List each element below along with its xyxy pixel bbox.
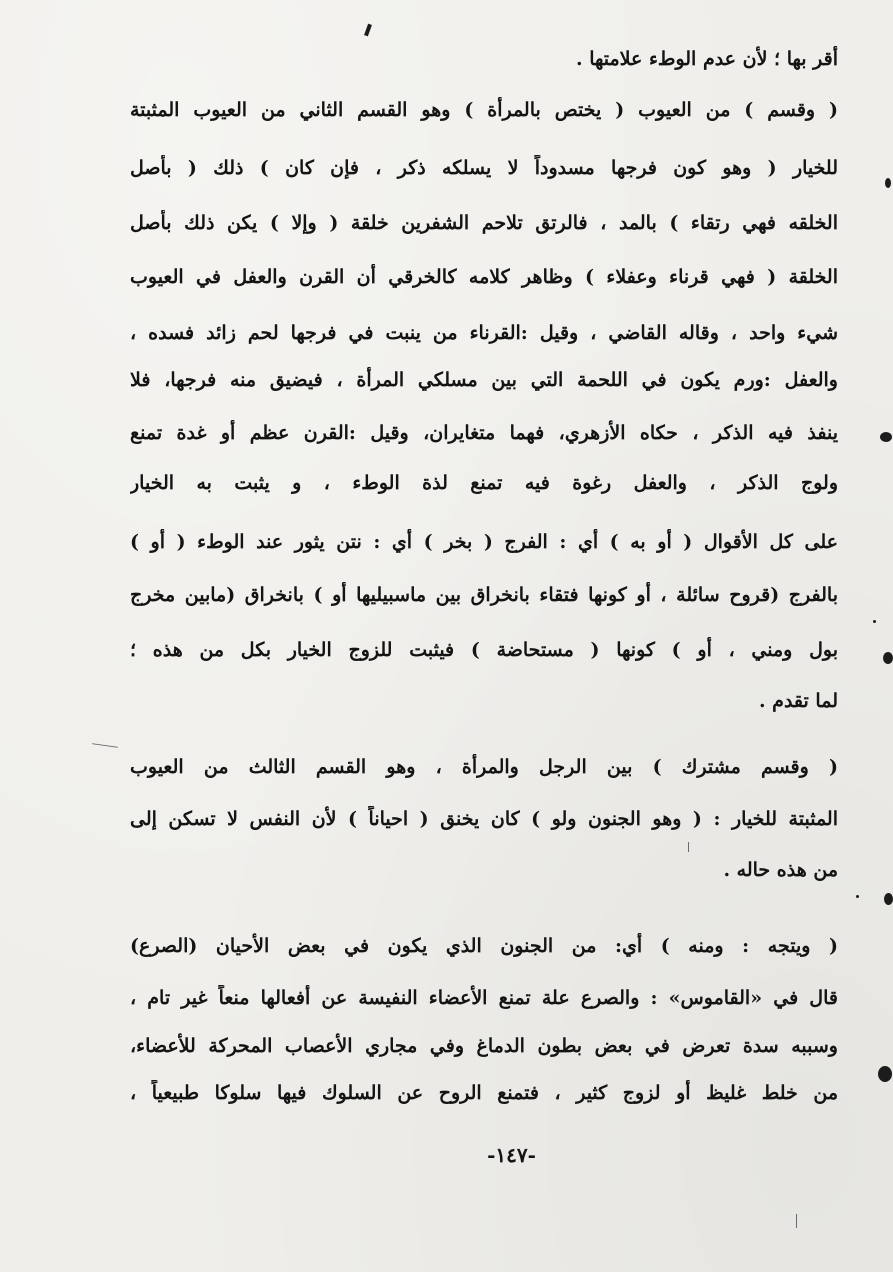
text-line: المثبتة للخيار : ( وهو الجنون ولو ) كان يخنق ( احياناً ) لأن النفس لا تسكن إلى — [130, 808, 838, 830]
scan-scratch — [796, 1214, 797, 1228]
text-line: الخلقه فهي رتقاء ) بالمد ، فالرتق تلاحم الشفرين خلقة ( وإلا ) يكن ذلك بأصل — [130, 212, 838, 234]
text-line: ينفذ فيه الذكر ، حكاه الأزهري، فهما متغايران، وقيل :القرن عظم أو غدة تمنع — [130, 422, 838, 444]
text-line: ولوج الذكر ، والعفل رغوة فيه تمنع لذة الوطء ، و يثبت به الخيار — [130, 472, 838, 494]
text-line: وسببه سدة تعرض في بعض بطون الدماغ وفي مجاري الأعصاب المحركة للأعضاء، — [130, 1035, 838, 1057]
text-line: قال في «القاموس» : والصرع علة تمنع الأعضاء النفيسة عن أفعالها منعاً غير تام ، — [130, 987, 838, 1009]
ink-speck — [880, 432, 892, 442]
text-line: ( ويتجه : ومنه ) أي: من الجنون الذي يكون في بعض الأحيان (الصرع) — [130, 935, 838, 957]
scan-scratch — [92, 743, 118, 748]
ink-speck — [878, 1066, 892, 1082]
page-number: -١٤٧- — [487, 1143, 536, 1167]
text-line: بول ومني ، أو ) كونها ( مستحاضة ) فيثبت للزوج الخيار بكل من هذه ؛ — [130, 639, 838, 661]
text-line: من خلط غليظ أو لزوج كثير ، فتمنع الروح عن السلوك فيها سلوكا طبيعياً ، — [130, 1082, 838, 1104]
text-line: على كل الأقوال ( أو به ) أي : الفرج ( بخر ) أي : نتن يثور عند الوطء ( أو ) — [130, 531, 838, 553]
text-line: بالفرج (قروح سائلة ، أو كونها فتقاء بانخراق بين ماسبيليها أو ) بانخراق (مابين مخرج — [130, 584, 838, 606]
text-line: ( وقسم مشترك ) بين الرجل والمرأة ، وهو القسم الثالث من العيوب — [130, 756, 838, 778]
text-line: لما تقدم . — [758, 690, 838, 712]
ink-speck — [856, 895, 859, 898]
ink-speck — [885, 178, 891, 188]
ink-speck — [364, 24, 372, 37]
text-line: الخلقة ( فهي قرناء وعفلاء ) وظاهر كلامه كالخرقي أن القرن والعفل في العيوب — [130, 266, 838, 288]
text-line: والعفل :ورم يكون في اللحمة التي بين مسلكي المرأة ، فيضيق منه فرجها، فلا — [130, 369, 838, 391]
ink-speck — [884, 893, 893, 905]
text-line: شيء واحد ، وقاله القاضي ، وقيل :القرناء من ينبت في فرجها لحم زائد فسده ، — [130, 322, 838, 344]
ink-speck — [873, 620, 876, 623]
text-line: من هذه حاله . — [723, 859, 838, 881]
scan-scratch — [688, 842, 689, 852]
ink-speck — [883, 652, 893, 664]
text-line: للخيار ( وهو كون فرجها مسدوداً لا يسلكه ذكر ، فإن كان ) ذلك ( بأصل — [130, 157, 838, 179]
text-line: ( وقسم ) من العيوب ( يختص بالمرأة ) وهو القسم الثاني من العيوب المثبتة — [130, 99, 838, 121]
text-line: أقر بها ؛ لأن عدم الوطء علامتها . — [575, 48, 838, 70]
